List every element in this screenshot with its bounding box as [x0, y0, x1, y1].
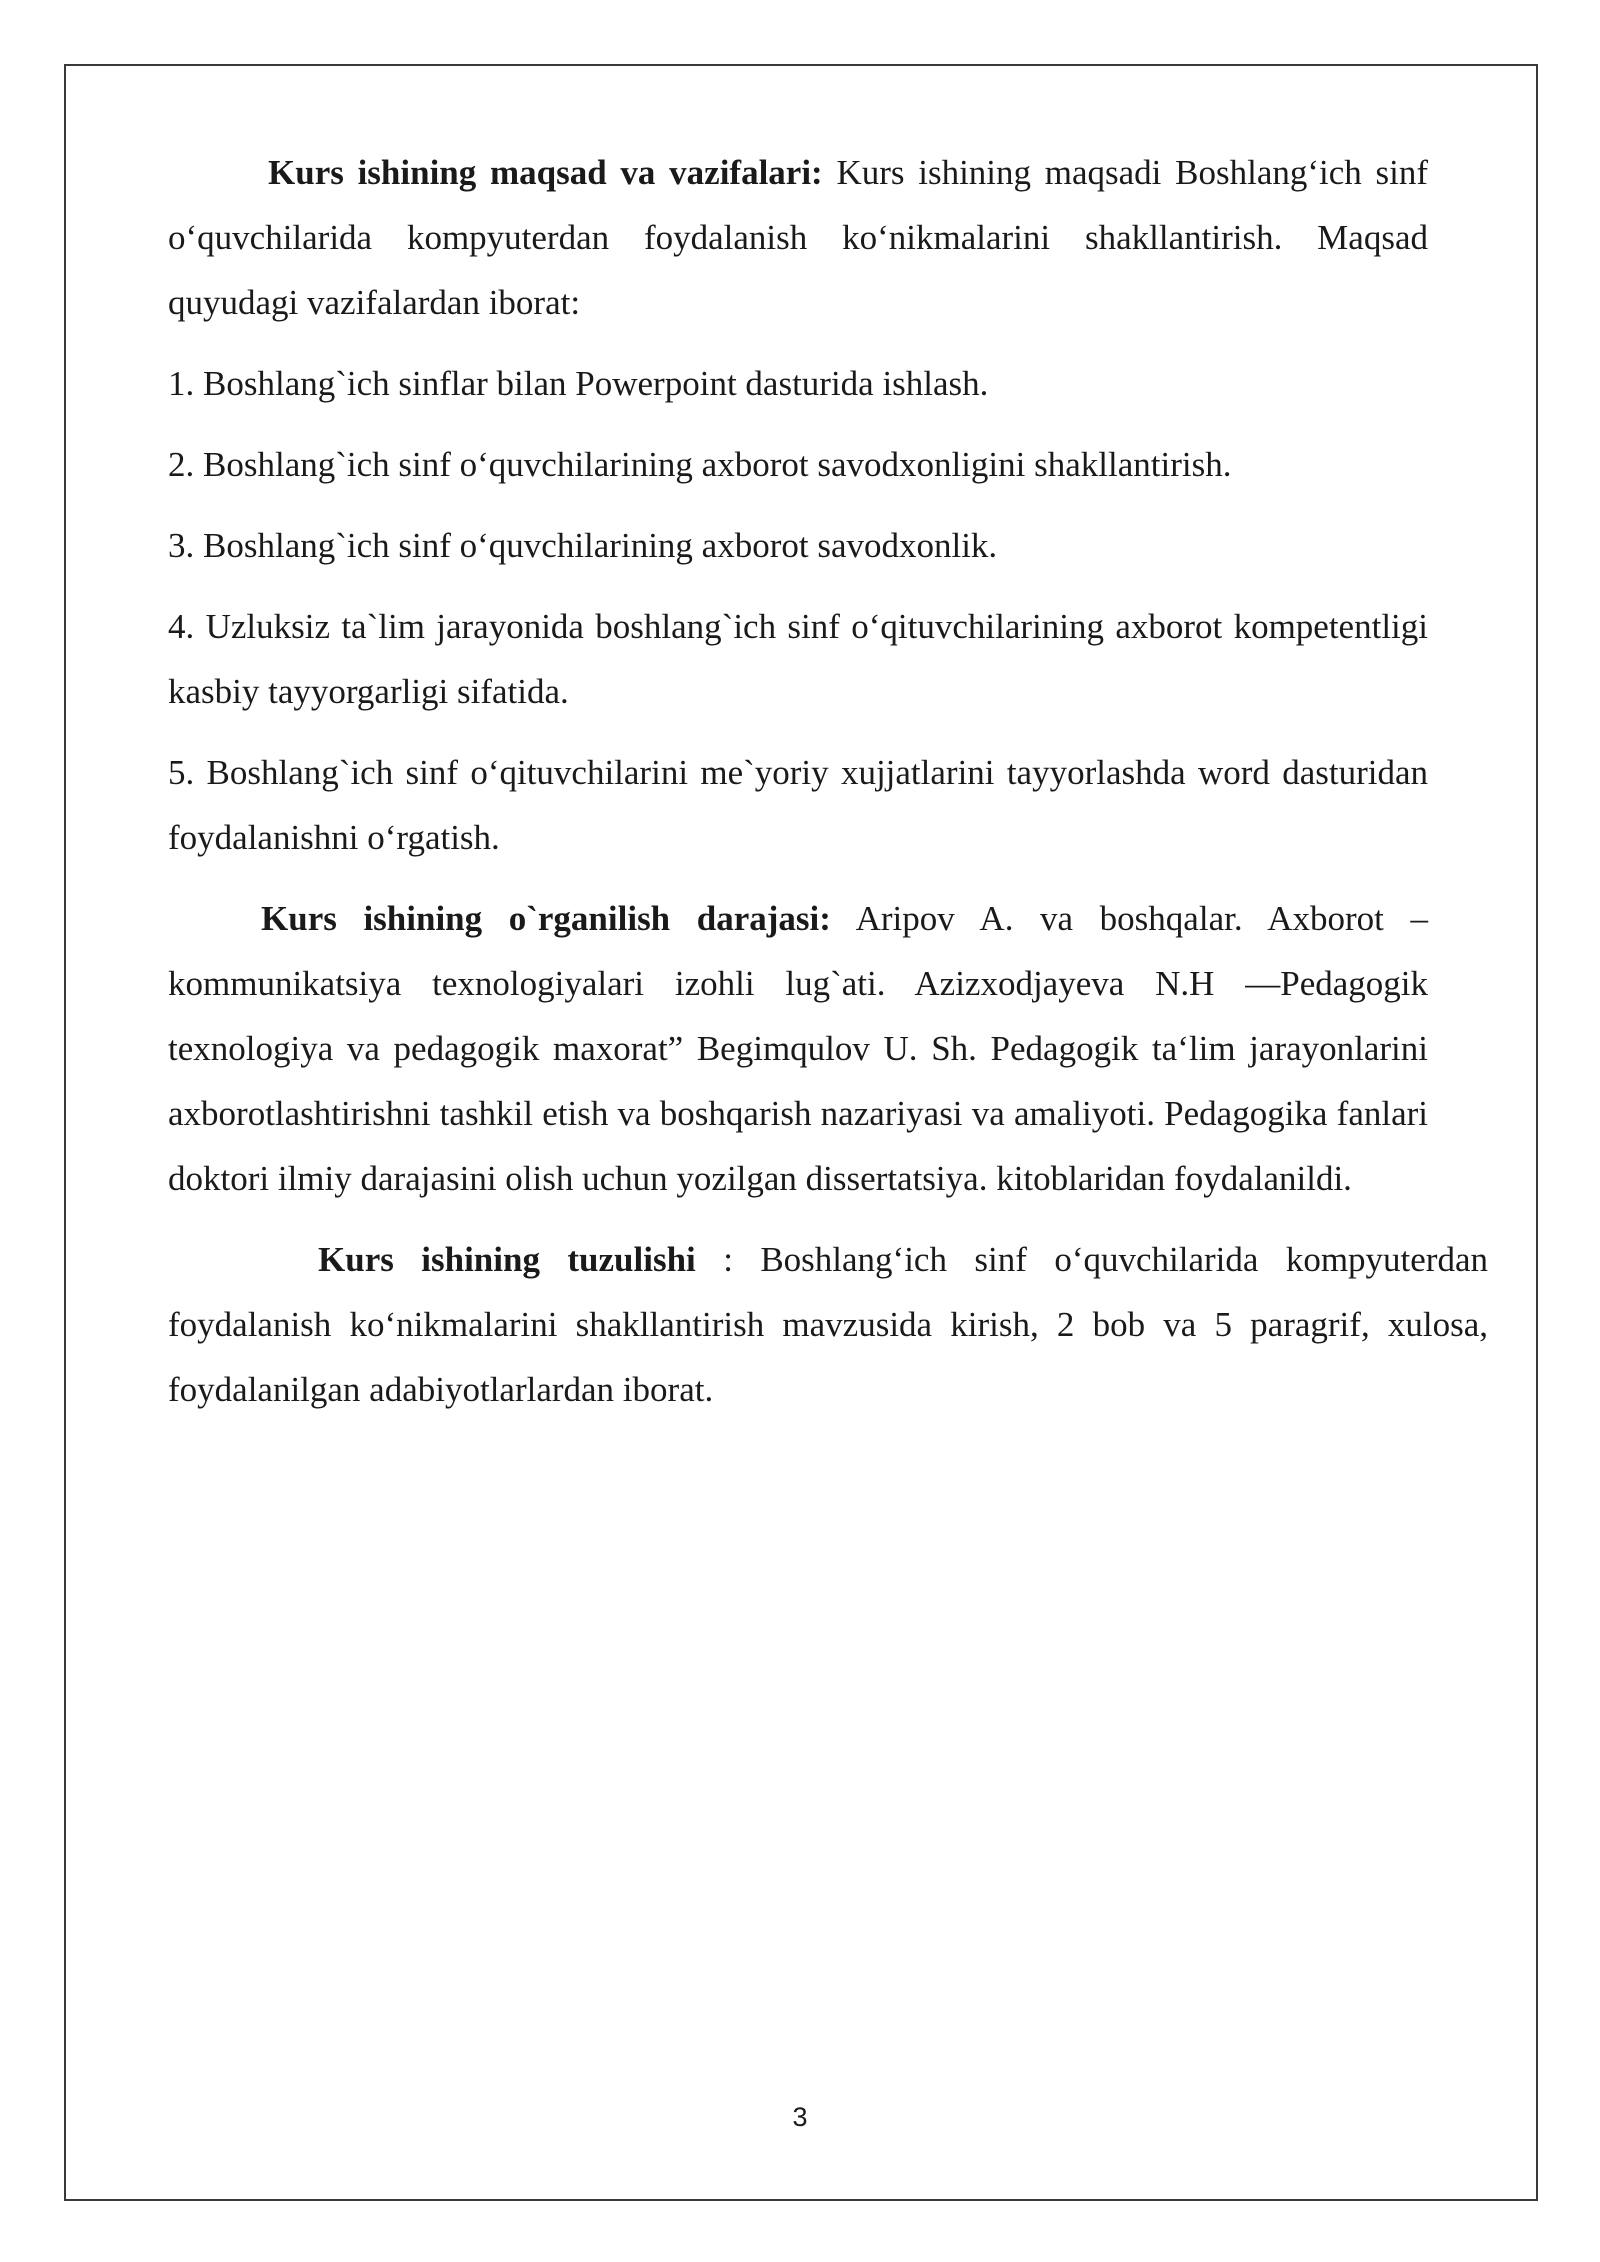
- task-item-4: 4. Uzluksiz ta`lim jarayonida boshlang`ich sinf o‘qituvchilarining axborot kompetentligi kasbiy tayyorgarligi sifatida.: [168, 607, 1428, 711]
- task-item-1: 1. Boshlang`ich sinflar bilan Powerpoint dasturida ishlash.: [168, 364, 989, 403]
- structure-heading: Kurs ishining tuzulishi: [318, 1240, 696, 1279]
- study-level-text: Aripov A. va boshqalar. Axborot – kommunikatsiya texnologiyalari izohli lug`ati. Azizxodjayeva N.H ―Pedagogik texnologiya va pedagogik maxorat” Begimqulov U. Sh. Pedagogik ta‘lim jarayonlarini axborotlashtirishni tashkil etish va boshqarish nazariyasi va amaliyoti. Pedagogika fanlari doktori ilmiy darajasini olish uchun yozilgan dissertatsiya. kitoblaridan foydalanildi.: [168, 899, 1429, 1198]
- task-item-5: 5. Boshlang`ich sinf o‘qituvchilarini me`yoriy xujjatlarini tayyorlashda word dasturidan foydalanishni o‘rgatish.: [168, 753, 1428, 857]
- structure-paragraph: [168, 1227, 1488, 1422]
- page-number: 3: [792, 2102, 808, 2132]
- task-item-2: 2. Boshlang`ich sinf o‘quvchilarining axborot savodxonligini shakllantirish.: [168, 445, 1232, 484]
- goals-paragraph: [168, 140, 1428, 335]
- study-level-paragraph: [168, 886, 1428, 1211]
- task-item-3: 3. Boshlang`ich sinf o‘quvchilarining axborot savodxonlik.: [168, 526, 998, 565]
- goals-text: Kurs ishining maqsadi Boshlang‘ich sinf o‘quvchilarida kompyuterdan foydalanish ko‘nikmalarini shakllantirish. Maqsad quyudagi vazifalardan iborat:: [168, 153, 1428, 322]
- goals-heading: Kurs ishining maqsad va vazifalari:: [268, 153, 823, 192]
- structure-text: : Boshlang‘ich sinf o‘quvchilarida kompyuterdan foydalanish ko‘nikmalarini shakllantirish mavzusida kirish, 2 bob va 5 paragrif, xulosa, foydalanilgan adabiyotlarlardan iborat.: [168, 1240, 1488, 1409]
- document-body: [168, 140, 1488, 1438]
- study-level-heading: Kurs ishining o`rganilish darajasi:: [261, 899, 831, 938]
